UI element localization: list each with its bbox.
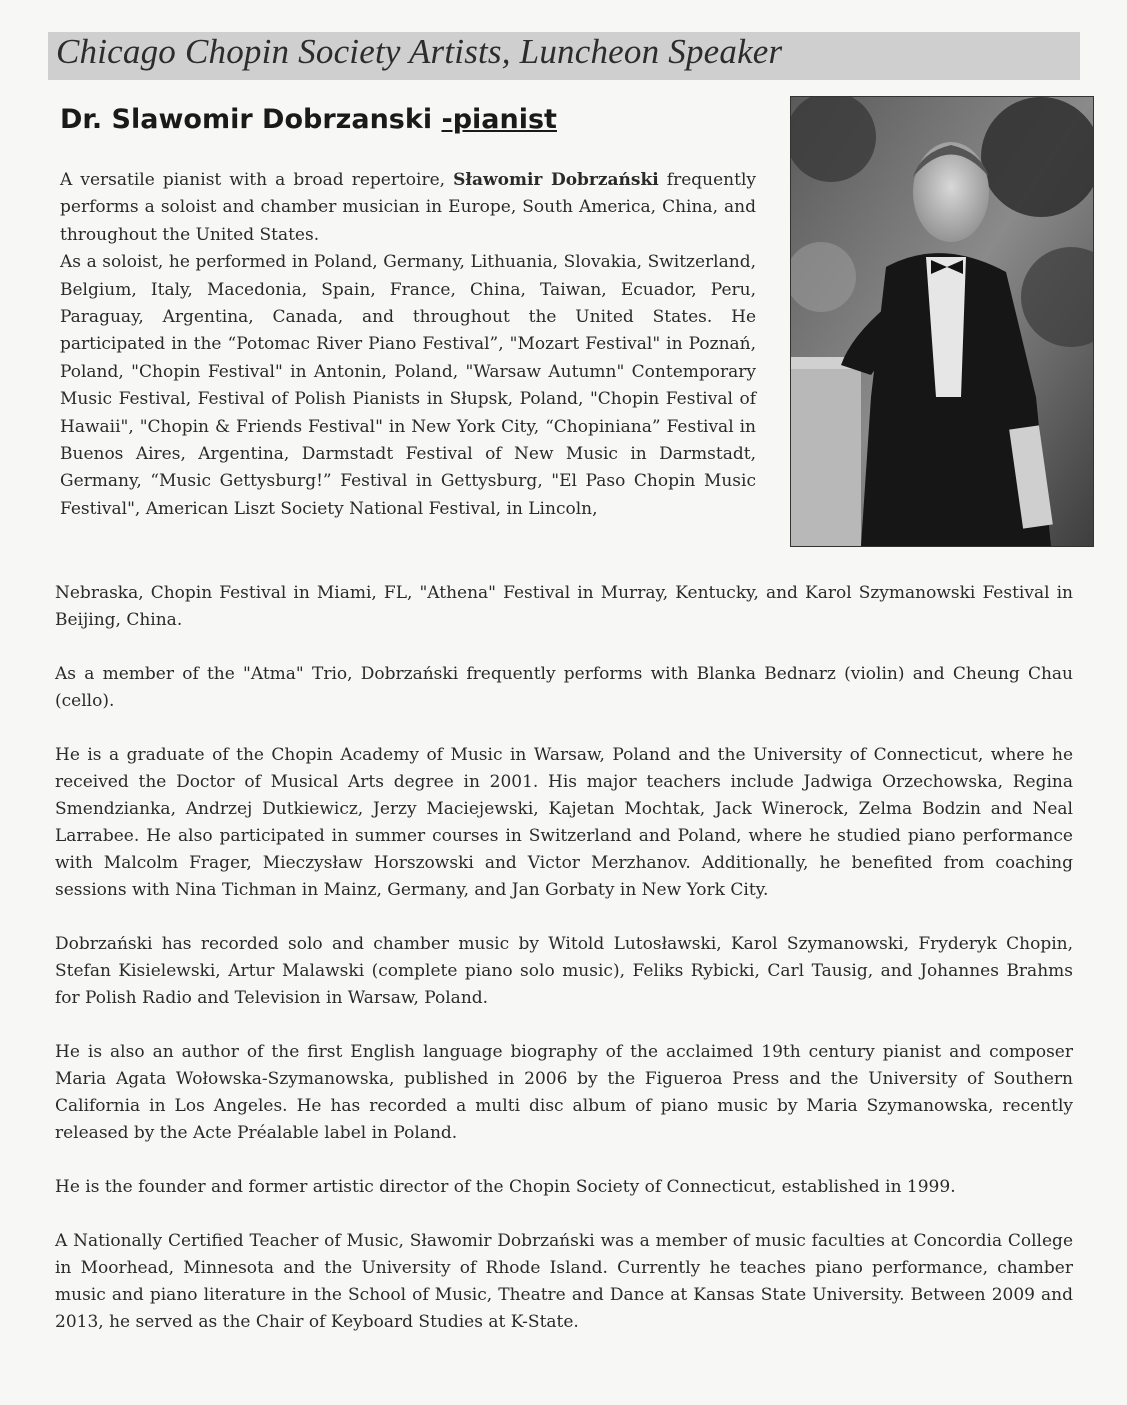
intro-paragraph-1 (60, 167, 756, 249)
paragraph-continued: Nebraska, Chopin Festival in Miami, FL, "Athena" Festival in Murray, Kentucky, and Karol Szymanowski Festival in Beijing, China. (55, 583, 1073, 630)
body-text (55, 580, 1073, 1363)
paragraph-founder: He is the founder and former artistic director of the Chopin Society of Connecticut, established in 1999. (55, 1177, 956, 1197)
paragraph-education: He is a graduate of the Chopin Academy of Music in Warsaw, Poland and the University of Connecticut, where he received the Doctor of Musical Arts degree in 2001. His major teachers include Jadwiga Orzechowska, Regina Smendzianka, Andrzej Dutkiewicz, Jerzy Maciejewski, Kajetan Mochtak, Jack Winerock, Zelma Bodzin and Neal Larrabee. He also participated in summer courses in Switzerland and Poland, where he studied piano performance with Malcolm Frager, Mieczysław Horszowski and Victor Merzhanov. Additionally, he benefited from coaching sessions with Nina Tichman in Mainz, Germany, and Jan Gorbaty in New York City. (55, 745, 1073, 900)
portrait-photo (790, 96, 1094, 547)
banner-title: Chicago Chopin Society Artists, Luncheon Speaker (56, 32, 783, 71)
intro-lead-text: A versatile pianist with a broad repertoire, (60, 170, 454, 190)
portrait-photo-graphic (791, 97, 1093, 546)
artist-name: Dr. Slawomir Dobrzanski (60, 104, 442, 135)
banner (48, 32, 1080, 80)
intro-paragraph-2: As a soloist, he performed in Poland, Germany, Lithuania, Slovakia, Switzerland, Belgium, Italy, Macedonia, Spain, France, China, Taiwan, Ecuador, Peru, Paraguay, Argentina, Canada, and throughout the United States. He participated in the “Potomac River Piano Festival”, "Mozart Festival" in Poznań, Poland, "Chopin Festival" in Antonin, Poland, "Warsaw Autumn" Contemporary Music Festival, Festival of Polish Pianists in Słupsk, Poland, "Chopin Festival of Hawaii", "Chopin & Friends Festival" in New York City, “Chopiniana” Festival in Buenos Aires, Argentina, Darmstadt Festival of New Music in Darmstadt, Germany, “Music Gettysburg!” Festival in Gettysburg, "El Paso Chopin Music Festival", American Liszt Society National Festival, in Lincoln, (60, 252, 756, 519)
artist-role: -pianist (441, 104, 557, 135)
intro-column (60, 167, 756, 523)
paragraph-author: He is also an author of the first English language biography of the acclaimed 19th century pianist and composer Maria Agata Wołowska-Szymanowska, published in 2006 by the Figueroa Press and the University of Southern California in Los Angeles. He has recorded a multi disc album of piano music by Maria Szymanowska, recently released by the Acte Préalable label in Poland. (55, 1042, 1073, 1143)
paragraph-teacher: A Nationally Certified Teacher of Music, Sławomir Dobrzański was a member of music faculties at Concordia College in Moorhead, Minnesota and the University of Rhode Island. Currently he teaches piano performance, chamber music and piano literature in the School of Music, Theatre and Dance at Kansas State University. Between 2009 and 2013, he served as the Chair of Keyboard Studies at K-State. (55, 1231, 1073, 1332)
paragraph-recordings: Dobrzański has recorded solo and chamber music by Witold Lutosławski, Karol Szymanowski, Fryderyk Chopin, Stefan Kisielewski, Artur Malawski (complete piano solo music), Feliks Rybicki, Carl Tausig, and Johannes Brahms for Polish Radio and Television in Warsaw, Poland. (55, 934, 1073, 1008)
paragraph-atma-trio: As a member of the "Atma" Trio, Dobrzański frequently performs with Blanka Bednarz (violin) and Cheung Chau (cello). (55, 664, 1073, 711)
intro-rest-text: frequently performs a soloist and chamber musician in Europe, South America, China, and throughout the United States. (60, 170, 756, 245)
artist-name-bold: Sławomir Dobrzański (453, 170, 659, 190)
page-title (60, 104, 557, 135)
